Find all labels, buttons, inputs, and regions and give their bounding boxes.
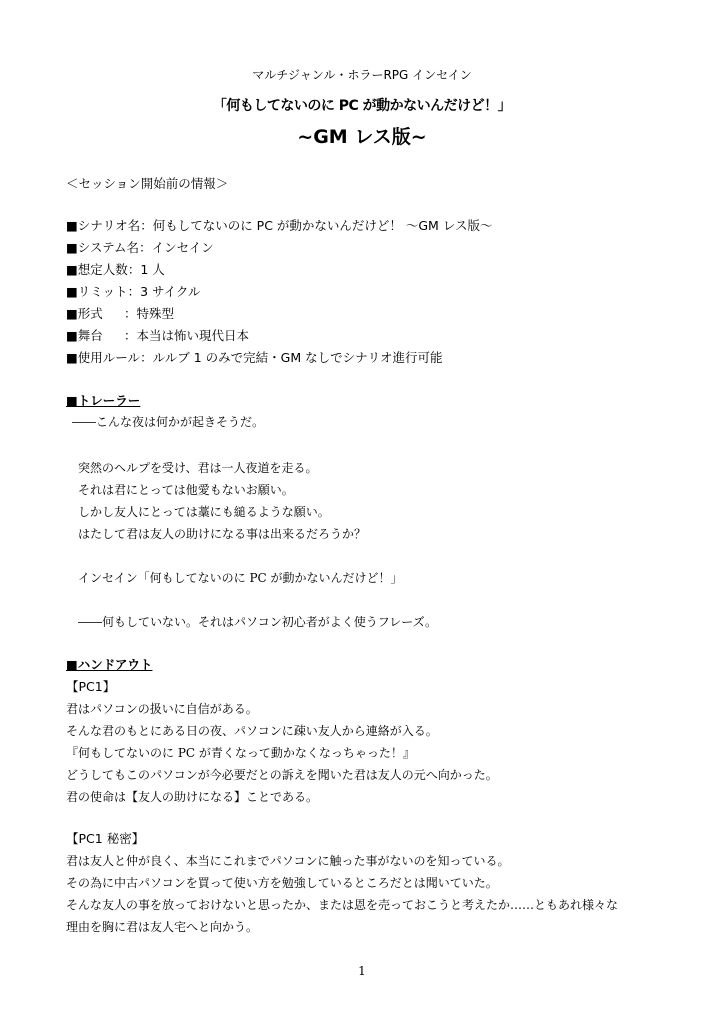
pc1-secret-line: その為に中古パソコンを買って使い方を勉強しているところだとは聞いていた。 <box>66 876 498 890</box>
info-row-rules <box>66 349 442 367</box>
pc1-line: 君はパソコンの扱いに自信がある。 <box>66 702 258 716</box>
pre-session-heading: ＜セッション開始前の情報＞ <box>66 176 229 191</box>
title-block <box>0 66 724 150</box>
pc1-secret-line: 理由を胸に君は友人宅へと向かう。 <box>66 920 259 934</box>
info-value: ：インセイン <box>139 240 214 255</box>
pc1-secret-label: 【PC1 秘密】 <box>66 831 145 846</box>
info-key: ■システム名 <box>66 240 140 255</box>
info-value: ：何もしてないのに PC が動かないんだけど！ ～GM レス版～ <box>140 218 493 233</box>
info-value: ：本当は怖い現代日本 <box>124 328 250 343</box>
info-row-player-count <box>66 261 165 279</box>
trailer-line: はたして君は友人の助けになる事は出来るだろうか？ <box>78 527 367 541</box>
info-key: ■使用ルール <box>66 350 141 365</box>
info-key: ■舞台 <box>66 328 103 343</box>
pc1-line: 『何もしてないのに PC が青くなって動かなくなっちゃった！』 <box>66 746 415 760</box>
info-value: ：ルルブ 1 のみで完結・GM なしでシナリオ進行可能 <box>140 350 443 365</box>
info-value: ：1 人 <box>127 262 165 277</box>
trailer-line: ――こんな夜は何かが起きそうだ。 <box>72 415 265 429</box>
info-row-setting <box>66 327 249 345</box>
pc1-line: どうしてもこのパソコンが今必要だとの訴えを聞いた君は友人の元へ向かった。 <box>66 768 498 782</box>
info-value: ：3 サイクル <box>127 284 201 299</box>
pc1-label: 【PC1】 <box>66 679 116 694</box>
trailer-line: 突然のヘルプを受け、君は一人夜道を走る。 <box>78 461 318 475</box>
info-key: ■シナリオ名 <box>66 218 141 233</box>
page-number: 1 <box>358 964 366 978</box>
info-row-format <box>66 305 174 323</box>
trailer-line: しかし友人にとっては藁にも縋るような願い。 <box>78 505 330 519</box>
info-row-system-name <box>66 239 214 257</box>
info-key: ■形式 <box>66 306 103 321</box>
info-value: ：特殊型 <box>124 306 175 321</box>
pc1-mission-line: 君の使命は【友人の助けになる】ことである。 <box>66 790 319 804</box>
info-key: ■リミット <box>66 284 128 299</box>
trailer-line: それは君にとっては他愛もないお願い。 <box>78 483 294 497</box>
system-subtitle: マルチジャンル・ホラーRPG インセイン <box>252 68 472 82</box>
pc1-secret-line: 君は友人と仲が良く、本当にこれまでパソコンに触った事がないのを知っている。 <box>66 854 510 868</box>
trailer-heading: ■トレーラー <box>66 393 141 408</box>
trailer-line: ――何もしていない。それはパソコン初心者がよく使うフレーズ。 <box>78 615 438 629</box>
scenario-title: 「何もしてないのに PC が動かないんだけど！」 <box>212 98 512 114</box>
info-row-scenario-name <box>66 217 492 235</box>
trailer-line: インセイン「何もしてないのに PC が動かないんだけど！」 <box>78 571 403 585</box>
pc1-secret-line: そんな友人の事を放っておけないと思ったか、または恩を売っておこうと考えたか……ともあれ様々な <box>66 898 619 912</box>
pc1-line: そんな君のもとにある日の夜、パソコンに疎い友人から連絡が入る。 <box>66 724 438 738</box>
handout-heading: ■ハンドアウト <box>66 657 153 672</box>
info-key: ■想定人数 <box>66 262 128 277</box>
info-row-limit <box>66 283 201 301</box>
edition-subtitle: ~GM レス版~ <box>297 126 427 148</box>
